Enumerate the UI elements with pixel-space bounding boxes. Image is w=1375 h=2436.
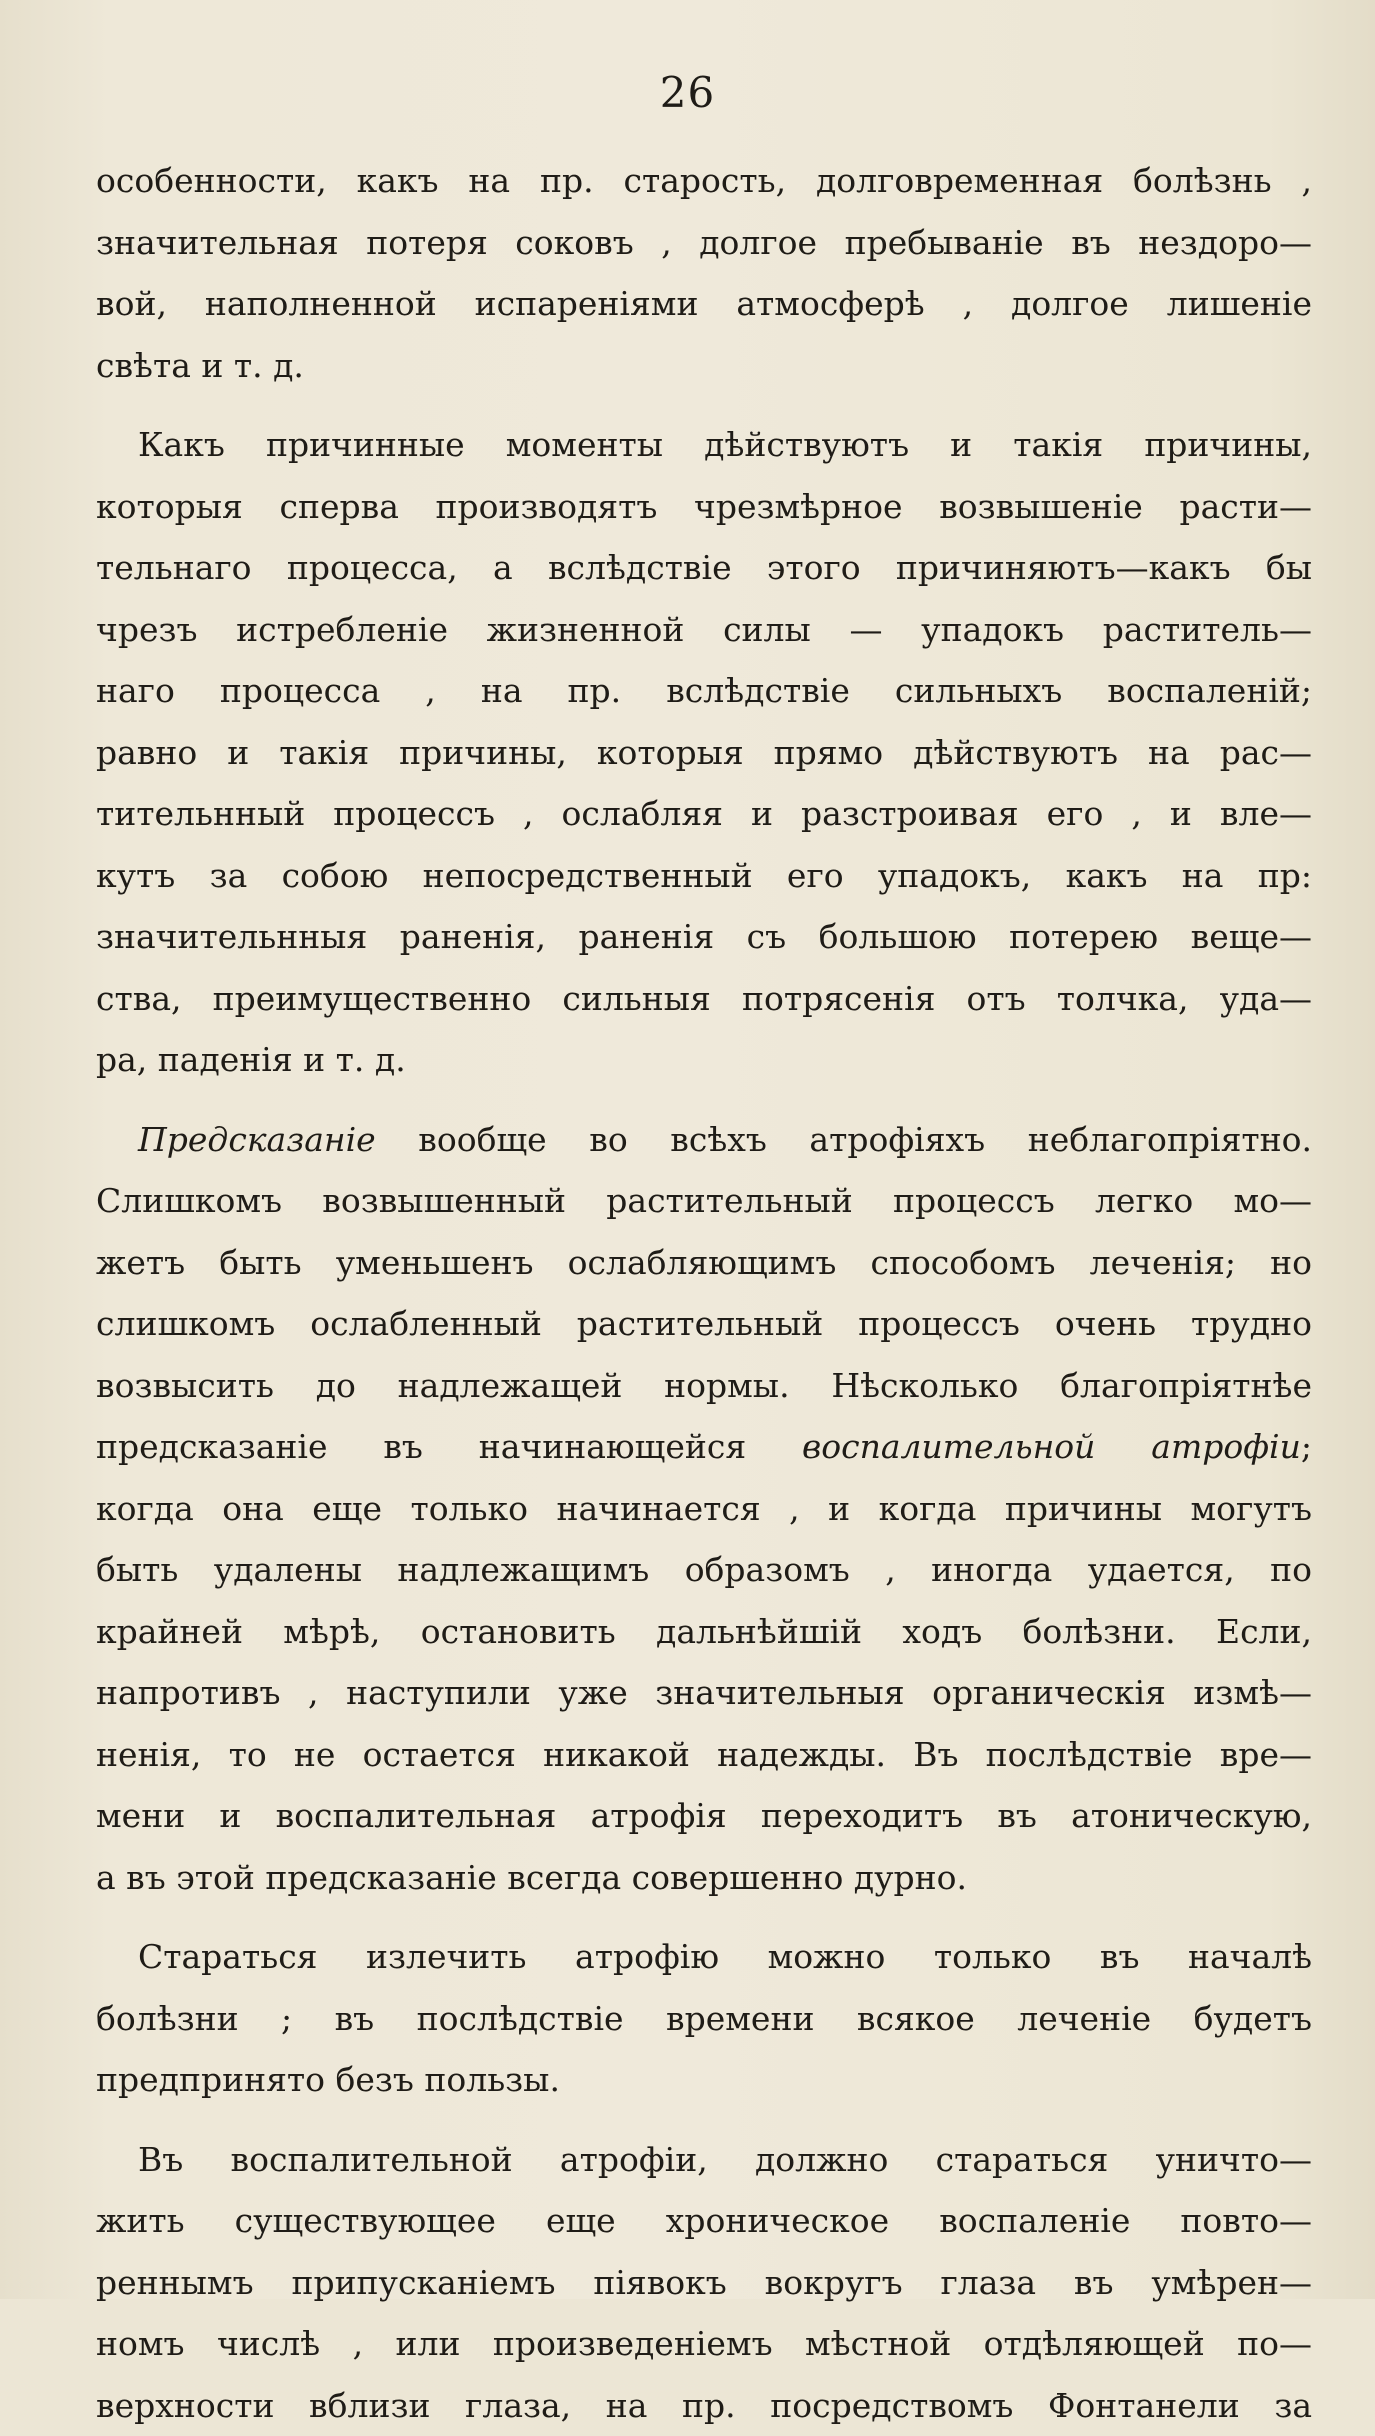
text-line: вой, наполненной испареніями атмосферѣ , долгое лишеніе: [96, 273, 1312, 335]
paragraph-1: [96, 150, 1312, 396]
text-line: ра, паденія и т. д.: [96, 1029, 1312, 1091]
text-line: крайней мѣрѣ, остановить дальнѣйшій ходъ болѣзни. Если,: [96, 1601, 1312, 1663]
text-line: возвысить до надлежащей нормы. Нѣсколько благопріятнѣе: [96, 1355, 1312, 1417]
text-line: быть удалены надлежащимъ образомъ , иногда удается, по: [96, 1539, 1312, 1601]
text-line: жетъ быть уменьшенъ ослабляющимъ способомъ леченія; но: [96, 1232, 1312, 1294]
text-line: кутъ за собою непосредственный его упадокъ, какъ на пр:: [96, 845, 1312, 907]
page-number: 26: [0, 68, 1375, 117]
text-line: Стараться излечить атрофію можно только въ началѣ: [96, 1926, 1312, 1988]
text-line: верхности вблизи глаза, на пр. посредствомъ Фонтанели за: [96, 2375, 1312, 2436]
text-line: особенности, какъ на пр. старость, долговременная болѣзнь ,: [96, 150, 1312, 212]
text-line-with-italic-term: Предсказаніе вообще во всѣхъ атрофіяхъ неблагопріятно.: [96, 1109, 1312, 1171]
text-line: свѣта и т. д.: [96, 335, 1312, 397]
paragraph-4: [96, 1926, 1312, 2111]
text-line: номъ числѣ , или произведеніемъ мѣстной отдѣляющей по—: [96, 2313, 1312, 2375]
text-line: тительнный процессъ , ослабляя и разстроивая его , и вле—: [96, 783, 1312, 845]
text-line: тельнаго процесса, а вслѣдствіе этого причиняютъ—какъ бы: [96, 537, 1312, 599]
text-line: значительнныя раненія, раненія съ большою потерею веще—: [96, 906, 1312, 968]
text-line-with-italic-term: предсказаніе въ начинающейся воспалительной атрофіи;: [96, 1416, 1312, 1478]
paragraph-3: [96, 1109, 1312, 1909]
body-text: [96, 150, 1312, 2436]
text-line: предпринято безъ пользы.: [96, 2049, 1312, 2111]
text-line: значительная потеря соковъ , долгое пребываніе въ нездоро—: [96, 212, 1312, 274]
text-line: Слишкомъ возвышенный растительный процессъ легко мо—: [96, 1170, 1312, 1232]
text-line: Въ воспалительной атрофіи, должно стараться уничто—: [96, 2129, 1312, 2191]
text-line: напротивъ , наступили уже значительныя органическія измѣ—: [96, 1662, 1312, 1724]
text-line: ства, преимущественно сильныя потрясенія отъ толчка, уда—: [96, 968, 1312, 1030]
text-line: чрезъ истребленіе жизненной силы — упадокъ раститель—: [96, 599, 1312, 661]
text-line: жить существующее еще хроническое воспаленіе повто—: [96, 2190, 1312, 2252]
paragraph-2: [96, 414, 1312, 1091]
text-line: а въ этой предсказаніе всегда совершенно дурно.: [96, 1847, 1312, 1909]
italic-term: воспалительной атрофіи: [802, 1427, 1301, 1466]
text-line: слишкомъ ослабленный растительный процессъ очень трудно: [96, 1293, 1312, 1355]
paragraph-5: [96, 2129, 1312, 2436]
text-line: реннымъ припусканіемъ піявокъ вокругъ глаза въ умѣрен—: [96, 2252, 1312, 2314]
text-line: равно и такія причины, которыя прямо дѣйствуютъ на рас—: [96, 722, 1312, 784]
italic-term: Предсказаніе: [138, 1120, 376, 1159]
text-line: наго процесса , на пр. вслѣдствіе сильныхъ воспаленій;: [96, 660, 1312, 722]
text-line: Какъ причинные моменты дѣйствуютъ и такія причины,: [96, 414, 1312, 476]
text-line: болѣзни ; въ послѣдствіе времени всякое леченіе будетъ: [96, 1988, 1312, 2050]
text-line: которыя сперва производятъ чрезмѣрное возвышеніе расти—: [96, 476, 1312, 538]
text-line: ненія, то не остается никакой надежды. Въ послѣдствіе вре—: [96, 1724, 1312, 1786]
text-line: мени и воспалительная атрофія переходитъ въ атоническую,: [96, 1785, 1312, 1847]
text-line: когда она еще только начинается , и когда причины могутъ: [96, 1478, 1312, 1540]
